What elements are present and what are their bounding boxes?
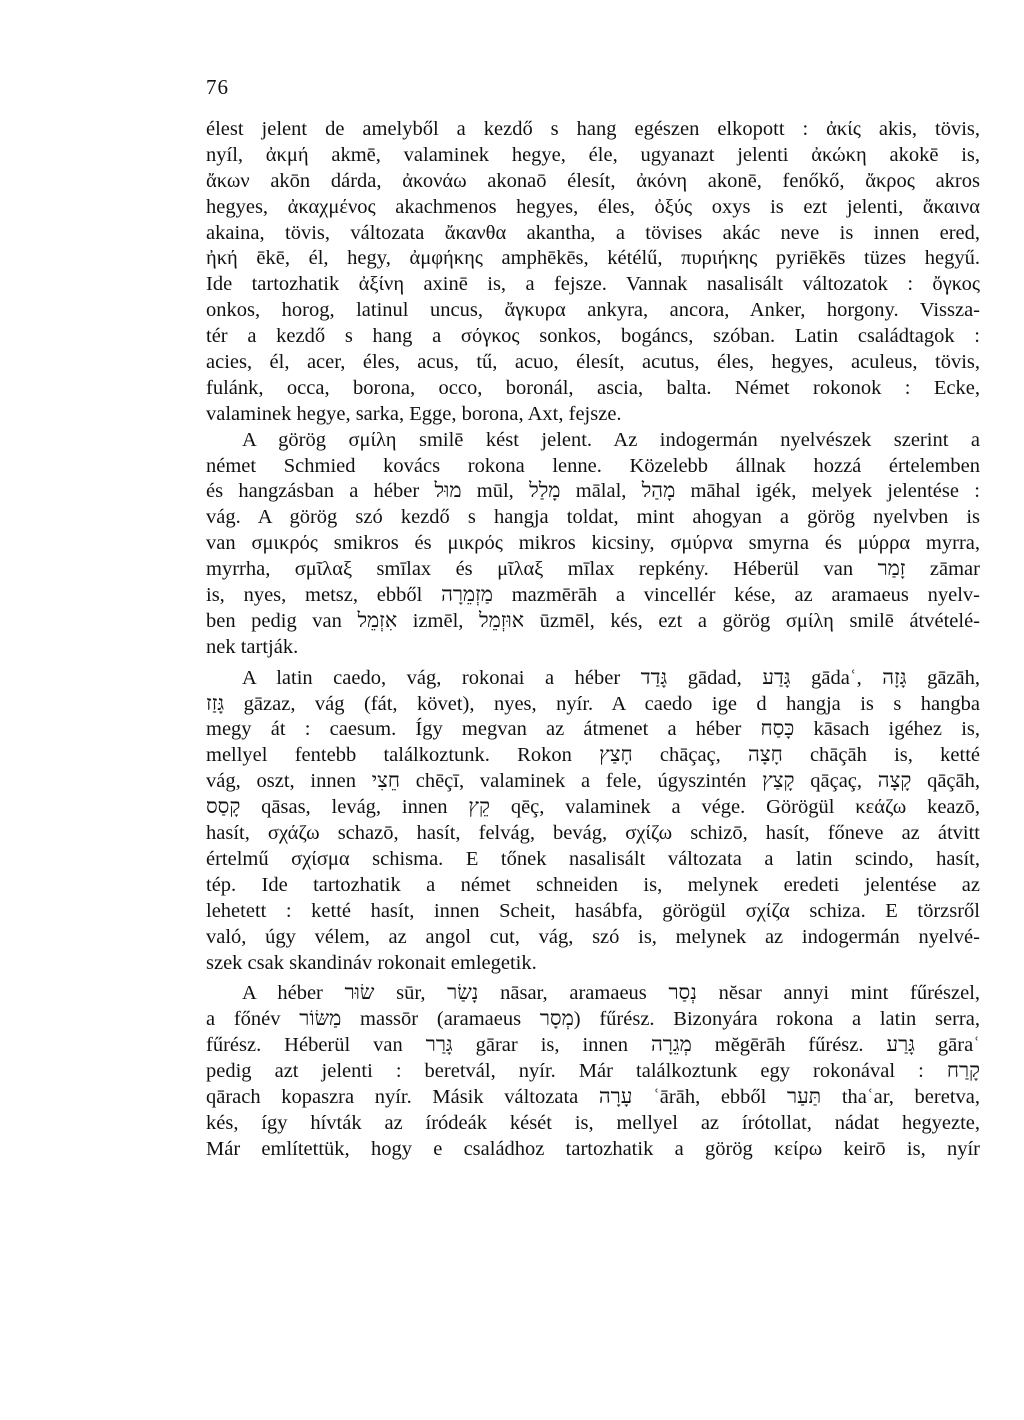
- text-line: A héber שׂוּר sūr, נָשַׂר nāsar, aramaeus נְסַר nĕsar annyi mint fűrészel,: [242, 982, 980, 1005]
- text-line: nyíl, ἀκμή akmē, valaminek hegye, éle, ugyanazt jelenti ἀκώκη akokē is,: [206, 143, 980, 166]
- text-line: nek tartják.: [206, 635, 299, 658]
- paragraph-2: [206, 428, 980, 661]
- text-line: szek csak skandináv rokonait emlegetik.: [206, 951, 537, 974]
- text-line: a főnév מַשּׂוֹר massōr (aramaeus מְסָר) fűrész. Bizonyára rokona a latin serra,: [206, 1008, 980, 1031]
- text-line: fűrész. Héberül van גָּרַר gārar is, innen מְגֵרָה mĕgērāh fűrész. גָּרַע gāraʿ: [206, 1034, 980, 1057]
- text-line: pedig azt jelenti : beretvál, nyír. Már találkoztunk egy rokonával : קָרַח: [206, 1060, 980, 1083]
- text-line: ben pedig van אִזְמֵל izmēl, אוּזְמֵל ūzmēl, kés, ezt a görög σμίλη smilē átvételé-: [206, 609, 980, 632]
- text-line: lehetett : ketté hasít, innen Scheit, hasábfa, görögül σχίζα schiza. E törzsről: [206, 899, 980, 922]
- text-line: Már említettük, hogy e családhoz tartozhatik a görög κείρω keirō is, nyír: [206, 1137, 980, 1160]
- text-line: fulánk, occa, borona, occo, boronál, ascia, balta. Német rokonok : Ecke,: [206, 376, 980, 399]
- text-line: vág. A görög szó kezdő s hangja toldat, mint ahogyan a görög nyelvben is: [206, 506, 980, 529]
- text-line: myrrha, σμῖλαξ smīlax és μῖλαξ mīlax repkény. Héberül van זָמַר zāmar: [206, 558, 980, 581]
- text-line: onkos, horog, latinul uncus, ἄγκυρα ankyra, ancora, Anker, horgony. Vissza-: [206, 299, 980, 322]
- text-line: tép. Ide tartozhatik a német schneiden is, melynek eredeti jelentése az: [206, 873, 980, 896]
- text-line: qārach kopaszra nyír. Másik változata עָרָה ʿārāh, ebből תַּעַר thaʿar, beretva,: [206, 1085, 980, 1108]
- text-line: vág, oszt, innen חֵצִי chēçī, valaminek a fele, úgyszintén קָצַץ qāçaç, קָצָה qāçāh,: [206, 770, 980, 793]
- text-line: van σμικρός smikros és μικρός mikros kicsiny, σμύρνα smyrna és μύρρα myrra,: [206, 532, 980, 555]
- text-line: A latin caedo, vág, rokonai a héber גָּדַד gādad, גָּדַע gādaʿ, גָּזָה gāzāh,: [242, 666, 980, 689]
- body-text: [206, 117, 980, 1163]
- paragraph-1: [206, 117, 980, 428]
- text-line: ἠκή ēkē, él, hegy, ἀμφήκης amphēkēs, kétélű, πυριήκης pyriēkēs tüzes hegyű.: [206, 247, 980, 270]
- text-line: mellyel fentebb találkoztunk. Rokon חָצַץ chāçaç, חָצָה chāçāh is, ketté: [206, 744, 980, 767]
- text-line: גָּזַז gāzaz, vág (fát, követ), nyes, nyír. A caedo ige d hangja is s hangba: [206, 692, 980, 715]
- text-line: és hangzásban a héber מוּל mūl, מָלַל mālal, מָהַל māhal igék, melyek jelentése :: [206, 480, 980, 503]
- text-line: קָסַס qāsas, levág, innen קֵץ qēç, valaminek a vége. Görögül κεάζω keazō,: [206, 796, 980, 819]
- text-line: értelmű σχίσμα schisma. E tőnek nasalisált változata a latin scindo, hasít,: [206, 847, 980, 870]
- page-number: 76: [206, 75, 229, 99]
- text-line: megy át : caesum. Így megvan az átmenet a héber כָּסַח kāsach igéhez is,: [206, 718, 980, 741]
- text-line: valaminek hegye, sarka, Egge, borona, Axt, fejsze.: [206, 402, 622, 425]
- text-line: való, úgy vélem, az angol cut, vág, szó is, melynek az indogermán nyelvé-: [206, 925, 980, 948]
- text-line: A görög σμίλη smilē kést jelent. Az indogermán nyelvészek szerint a: [242, 428, 980, 451]
- text-line: élest jelent de amelyből a kezdő s hang egészen elkopott : ἀκίς akis, tövis,: [206, 118, 980, 140]
- text-line: német Schmied kovács rokona lenne. Közelebb állnak hozzá értelemben: [206, 454, 980, 477]
- text-line: Ide tartozhatik ἀξίνη axinē is, a fejsze. Vannak nasalisált változatok : ὄγκος: [206, 273, 980, 296]
- text-line: tér a kezdő s hang a σόγκος sonkos, bogáncs, szóban. Latin családtagok :: [206, 325, 980, 348]
- text-line: is, nyes, metsz, ebből מַזְמֵרָה mazmērāh a vincellér kése, az aramaeus nyelv-: [206, 584, 980, 607]
- text-line: ἄκων akōn dárda, ἀκονάω akonaō élesít, ἀκόνη akonē, fenőkő, ἄκρος akros: [206, 169, 980, 192]
- text-line: kés, így hívták az íródeák kését is, mellyel az írótollat, nádat hegyezte,: [206, 1111, 980, 1134]
- paragraph-3: [206, 666, 980, 977]
- text-line: acies, él, acer, éles, acus, tű, acuo, élesít, acutus, éles, hegyes, aculeus, tövis,: [206, 351, 980, 374]
- text-line: hegyes, ἀκαχμένος akachmenos hegyes, éles, ὀξύς oxys is ezt jelenti, ἄκαινα: [206, 195, 980, 218]
- paragraph-4: [206, 981, 980, 1162]
- text-line: hasít, σχάζω schazō, hasít, felvág, bevág, σχίζω schizō, hasít, főneve az átvitt: [206, 822, 980, 845]
- text-line: akaina, tövis, változata ἄκανθα akantha, a tövises akác neve is innen ered,: [206, 221, 980, 244]
